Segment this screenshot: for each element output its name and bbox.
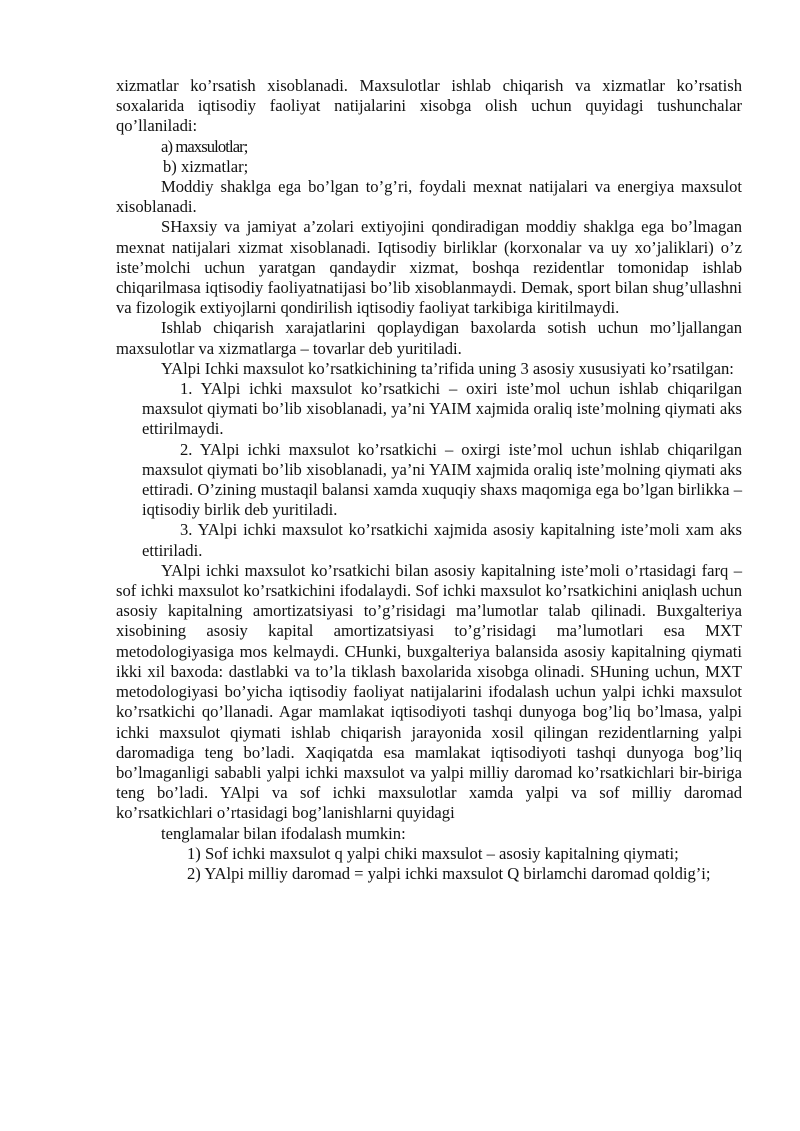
paragraph-equations-intro: tenglamalar bilan ifodalash mumkin:: [161, 823, 406, 843]
paragraph-intro-continued: xizmatlar ko’rsatish xisoblanadi. Maxsulotlar ishlab chiqarish va xizmatlar ko’rsatish soxalarida iqtisodiy faoliyat natijalarini xisobga olish uchun quyidagi tushunchalar qo’llaniladi:: [116, 76, 742, 136]
paragraph-xizmat-definition: SHaxsiy va jamiyat a’zolari extiyojini qondiradigan moddiy shaklga ega bo’lmagan mexnat natijalari xizmat xisoblanadi. Iqtisodiy birliklar (korxonalar va uy xo’jaliklari) o’z iste’molchi uchun yaratgan qandaydir xizmat, boshqa rezidentlar tomonidap ishlab chiqarilmasa iqtisodiy faoliyatnatijasi bo’lib xisoblanmaydi. Demak, sport bilan shug’ullashni va fizologik extiyojlarni qondirilish iqtisodiy faoliyat tarkibiga kiritilmaydi.: [116, 217, 742, 318]
equation-item-1: 1) Sof ichki maxsulot q yalpi chiki maxsulot – asosiy kapitalning qiymati;: [187, 843, 679, 863]
equation-item-2: 2) YAlpi milliy daromad = yalpi ichki maxsulot Q birlamchi daromad qoldig’i;: [187, 863, 711, 883]
paragraph-sof-ichki-maxsulot: YAlpi ichki maxsulot ko’rsatkichi bilan asosiy kapitalning iste’moli o’rtasidagi farq – sof ichki maxsulot ko’rsatkichini ifodalaydi. Sof ichki maxsulot ko’rsatkichini aniqlash uchun asosiy kapitalning amortizatsiyasi to’g’risidagi ma’lumotlar talab qilinadi. Buxgalteriya xisobining asosiy kapital amortizatsiyasi to’g’risidagi ma’lumotlari esa MXT metodologiyasiga mos kelmaydi. CHunki, buxgalteriya balansida asosiy kapitalning qiymati ikki xil baxoda: dastlabki va to’la tiklash baxolarida xisobga olinadi. SHuning uchun, MXT metodologiyasi bo’yicha iqtisodiy faoliyat natijalarini ifodalash uchun yalpi ichki maxsulot ko’rsatkichi qo’llanadi. Agar mamlakat iqtisodiyoti tashqi dunyoga bog’liq bo’lmasa, yalpi ichki maxsulot qiymati ishlab chiqarish jarayonida xosil qilingan rezidentlarning yalpi daromadiga teng bo’ladi. Xaqiqatda esa mamlakat iqtisodiyoti tashqi dunyoga bog’liq bo’lmaganligi sababli yalpi ichki maxsulot va yalpi milliy daromad ko’rsatkichlari bir-biriga teng bo’ladi. YAlpi va sof ichki maxsulotlar xamda yalpi va sof milliy daromad ko’rsatkichlari o’rtasidagi bog’lanishlarni quyidagi: [116, 560, 742, 823]
document-body: [116, 76, 742, 884]
list-item-a: a) maxsulotlar;: [161, 136, 248, 156]
paragraph-tovar-definition: Ishlab chiqarish xarajatlarini qoplaydigan baxolarda sotish uchun mo’ljallangan maxsulotlar va xizmatlarga – tovarlar deb yuritiladi.: [116, 318, 742, 358]
numbered-item-3: 3. YAlpi ichki maxsulot ko’rsatkichi xajmida asosiy kapitalning iste’moli xam aks ettiriladi.: [142, 520, 742, 560]
numbered-item-2: 2. YAlpi ichki maxsulot ko’rsatkichi – oxirgi iste’mol uchun ishlab chiqarilgan maxsulot qiymati bo’lib xisoblanadi, ya’ni YAIM xajmida oraliq iste’molning qiymati aks ettiradi. O’zining mustaqil balansi xamda xuquqiy shaxs maqomiga ega bo’lgan birlikka – iqtisodiy birlik deb yuritiladi.: [142, 439, 742, 520]
numbered-item-1: 1. YAlpi ichki maxsulot ko’rsatkichi – oxiri iste’mol uchun ishlab chiqarilgan maxsulot qiymati bo’lib xisoblanadi, ya’ni YAIM xajmida oraliq iste’molning qiymati aks ettirilmaydi.: [142, 379, 742, 439]
paragraph-maxsulot-definition: Moddiy shaklga ega bo’lgan to’g’ri, foydali mexnat natijalari va energiya maxsulot xisoblanadi.: [116, 177, 742, 217]
list-item-b: b) xizmatlar;: [163, 156, 249, 176]
paragraph-yaim-features-intro: YAlpi Ichki maxsulot ko’rsatkichining ta’rifida uning 3 asosiy xususiyati ko’rsatilgan:: [161, 358, 734, 378]
